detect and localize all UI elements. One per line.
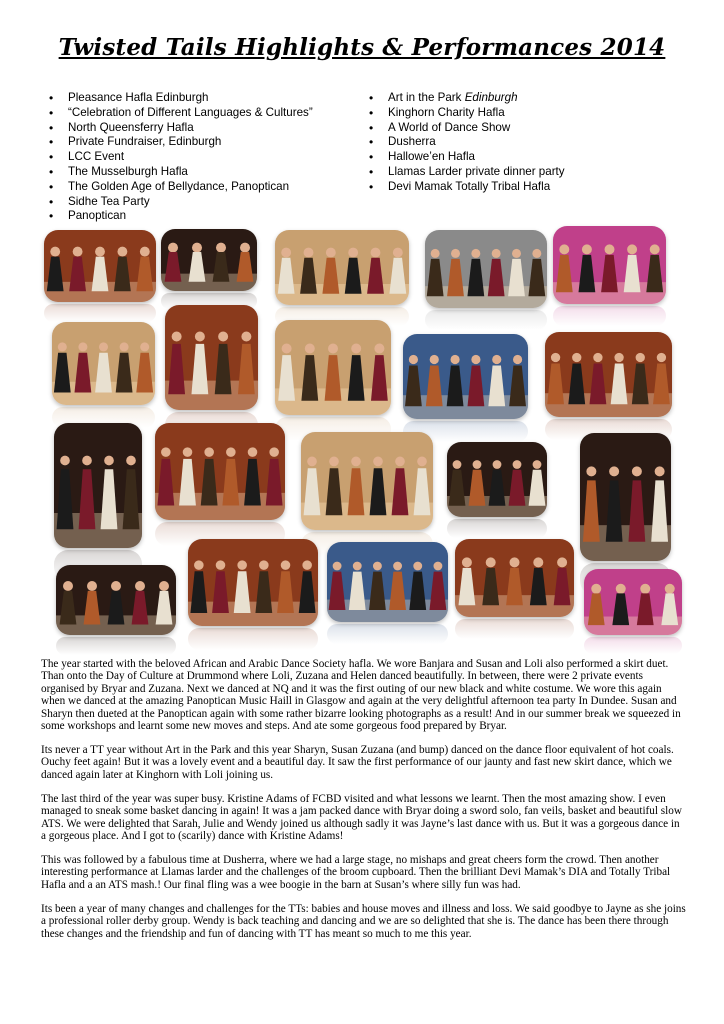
- photo-reflection: [584, 637, 682, 654]
- performance-photo: [425, 230, 547, 308]
- event-place: Edinburgh: [464, 91, 518, 104]
- event-item: • Hallowe’en Hafla: [366, 150, 565, 165]
- paragraph: Its never a TT year without Art in the Park and this year Sharyn, Susan Zuzana (and bump) danced on the dance floor equivalent of hot coals. Ouchy feet again! But it was a lovely event and a beautiful day. It saw the first performance of our jaunty and fast new skirt dance, which we danced again later at Kinghorn with Loli joining us.: [41, 744, 674, 781]
- photo-reflection: [455, 619, 574, 639]
- event-item: • Pleasance Hafla Edinburgh: [46, 91, 313, 106]
- events-list-left: [46, 91, 313, 224]
- article-body: [41, 658, 686, 952]
- performance-photo: [403, 334, 528, 419]
- performance-photo: [545, 332, 672, 417]
- paragraph: This was followed by a fabulous time at Dusherra, where we had a large stage, no mishaps and great cheers form the crowd. Then another interesting performance at Llamas larder and the challenges of the broom cupboard. Then the brilliant Devi Mamak’s DIA and Totally Tribal Hafla and a an ATS mash.! Our final fling was a wee boogie in the barn at Susan’s where silly fun was had.: [41, 854, 671, 891]
- photo-reflection: [425, 310, 547, 330]
- photo-reflection: [44, 304, 156, 322]
- performance-photo: [165, 305, 258, 410]
- performance-photo: [553, 226, 666, 304]
- performance-photo: [275, 230, 409, 305]
- event-item: • Panoptican: [46, 209, 313, 224]
- performance-photo: [56, 565, 176, 635]
- performance-photo: [161, 229, 257, 291]
- event-item: • North Queensferry Hafla: [46, 121, 313, 136]
- performance-photo: [52, 322, 155, 405]
- event-item: • Devi Mamak Totally Tribal Hafla: [366, 180, 565, 195]
- event-item: • Sidhe Tea Party: [46, 195, 313, 210]
- performance-photo: [327, 542, 448, 622]
- events-list-right: [366, 91, 565, 195]
- event-item: • Dusherra: [366, 135, 565, 150]
- performance-photo: [301, 432, 433, 530]
- event-item: • Kinghorn Charity Hafla: [366, 106, 565, 121]
- event-item: • Private Fundraiser, Edinburgh: [46, 135, 313, 150]
- performance-photo: [447, 442, 547, 517]
- photo-reflection: [188, 628, 318, 650]
- performance-photo: [455, 539, 574, 617]
- paragraph: The last third of the year was super busy. Kristine Adams of FCBD visited and what lessons we learnt. Then the most amazing show. I even managed to sneak some basket dancing in again! It was a jam packed dance with Bryar doing a sword solo, fan veils, basket and beautiful slow ATS. We were delighted that Sarah, Julie and Wendy joined us although sadly it was Jayne’s last dance with us. But it was a gorgeous dance in a gorgeous place. And I got to (scarily) dance with Kristine Adams!: [41, 792, 682, 843]
- photo-reflection: [327, 624, 448, 644]
- performance-photo: [584, 569, 682, 635]
- photo-reflection: [56, 637, 176, 655]
- event-item: • Art in the Park Edinburgh: [366, 91, 565, 106]
- event-item: • Llamas Larder private dinner party: [366, 165, 565, 180]
- performance-photo: [54, 423, 142, 548]
- paragraph: Its been a year of many changes and challenges for the TTs: babies and house moves and illness and loss. We said goodbye to Jayne as she joins a professional roller derby group. Wendy is back teaching and dancing and we are so delighted that she is. The dance has been there through these changes and the friendship and fun of dancing with TT has meant so much to me this year.: [41, 902, 686, 940]
- event-item: • A World of Dance Show: [366, 121, 565, 136]
- event-item: • The Musselburgh Hafla: [46, 165, 313, 180]
- performance-photo: [44, 230, 156, 302]
- paragraph: The year started with the beloved African and Arabic Dance Society hafla. We wore Banjara and Susan and Loli also performed a skirt duet. Than onto the Day of Culture at Drummond where Loli, Zuzana and Helen danced beautifully. In between, there were 2 private events organised by Bryar and Zuzana. Next we danced at NQ and it was the first outing of our new black and white costume. We wore this again when we danced at the amazing Panoptican Music Haill in Glasgow and again at the very delightful afternoon tea party In Dundee. Susan and Sharyn then dueted at the Panoptican again with some rather bizarre looking photographs as a result! And in our summer break we squeezed in some workshops and learnt some new moves and steps. And ate some gorgeous food prepared by Bryar.: [41, 658, 681, 733]
- event-item: • “Celebration of Different Languages & Cultures”: [46, 106, 313, 121]
- performance-photo: [580, 433, 671, 561]
- performance-photo: [275, 320, 391, 415]
- performance-photo: [188, 539, 318, 626]
- photo-reflection: [447, 519, 547, 538]
- page-title: Twisted Tails Highlights & Performances 2014: [58, 34, 666, 61]
- event-item: • LCC Event: [46, 150, 313, 165]
- photo-reflection: [553, 306, 666, 326]
- performance-photo: [155, 423, 285, 520]
- event-item: • The Golden Age of Bellydance, Panoptican: [46, 180, 313, 195]
